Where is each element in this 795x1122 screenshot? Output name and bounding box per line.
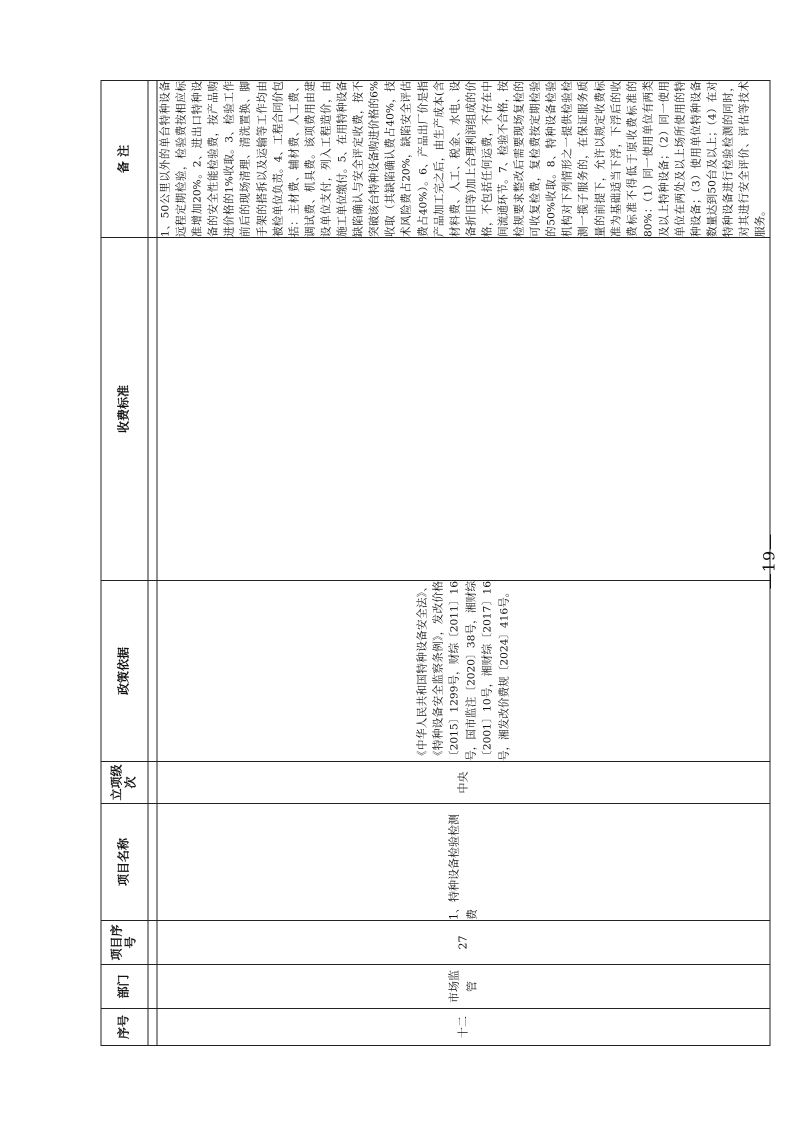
fee-table [100,80,770,1046]
header-notes: 备 注 [101,81,148,238]
cell-level: 中央 [157,762,770,804]
cell-seq: 十二 [157,1009,770,1046]
header-item-name: 项目名称 [101,804,148,921]
header-dept: 部门 [101,965,148,1009]
header-basis: 政策依据 [101,581,148,762]
table-row [157,81,770,1046]
header-standard: 收费标准 [101,238,148,581]
spacer-row [148,81,157,1046]
cell-basis: 《中华人民共和国特种设备安全法》、《特种设备安全监察条例》，发改价格〔2015〕1299号，财综〔2011〕16号，国市监注〔2020〕38号，湘财综〔2001〕10号，湘财综〔2017〕16号，湘发改价费规〔2024〕416号。 [157,581,770,762]
header-row [101,81,148,1046]
header-item-no: 项目序号 [101,921,148,965]
header-seq: 序号 [101,1009,148,1046]
cell-standard [157,238,770,581]
cell-item-name: 1、特种设备检验检测费 [157,804,770,921]
cell-dept: 市场监管 [157,965,770,1009]
cell-item-no: 27 [157,921,770,965]
page-number: —19— [759,532,778,590]
header-level: 立项级次 [101,762,148,804]
cell-notes: 1、50公里以外的单台特种设备远程定期检验，检验费按相应标准增加20%。2、进出口特种设备的安全性能检验费，按产品购进价格的1%收取。3、检验工作前后的现场清理、清洗置换、脚手架的搭拆以及运输等工作均由被检单位负责。4、工程合同价包括：主材费、辅材费、人工费、调试费、机具费。该项费用由建设单位支付，列入工程造价，由施工单位缴付。5、在用特种设备缺陷确认与安全评定收费，按不突破该台特种设备购进价格的6%收取（其缺陷确认费占40%，技术风险费占20%，缺陷安全评估费占40%）。6、产品出厂价是指产品加工完之后，由生产成本(含材料费、人工、税金、水电、设备折旧等)加上合理利润组成的价格，不包括任何运费，不存在中间流通环节。7、检验不合格，按检规要求整改后需要现场复检的可收复检费，复检费按定期检验的50%收取。8、特种设备检验机构对下列情形之一提供检验检测一揽子服务的，在保证服务质量的前提下，允许以规定收费标准为基础适当下浮，下浮后的收费标准不得低于原收费标准的80%：（1）同一使用单位有两类及以上特种设备；（2）同一使用单位在两处及以上场所使用的特种设备；（3）使用单位特种设备数量达到50台及以上；（4）在对特种设备进行检验检测的同时，对其进行安全评价、评估等技术服务。 [157,81,770,238]
